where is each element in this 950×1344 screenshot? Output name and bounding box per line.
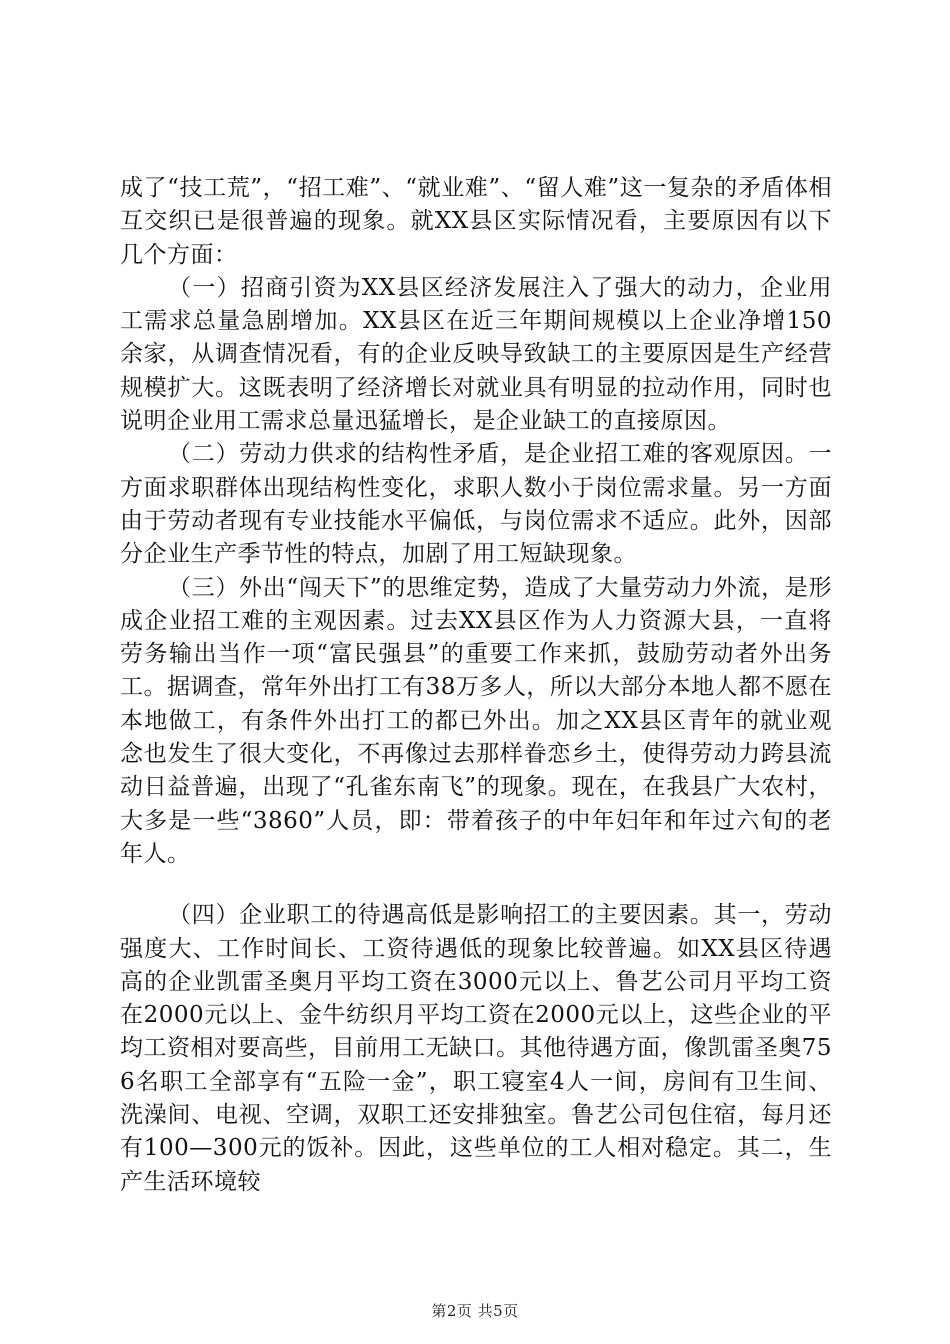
paragraph-continued: 成了“技工荒”，“招工难”、“就业难”、“留人难”这一复杂的矛盾体相互交织已是很普遍的现象。就XX县区实际情况看，主要原因有以下几个方面： xyxy=(120,175,832,268)
paragraph-reason-4: （四）企业职工的待遇高低是影响招工的主要因素。其一，劳动强度大、工作时间长、工资待遇低的现象比较普遍。如XX县区待遇高的企业凯雷圣奥月平均工资在3000元以上、鲁艺公司月平均工资在2000元以上、金牛纺织月平均工资在2000元以上，这些企业的平均工资相对要高些，目前用工无缺口。其他待遇方面，像凯雷圣奥756名职工全部享有“五险一金”，职工寝室4人一间，房间有卫生间、洗澡间、电视、空调，双职工还安排独室。鲁艺公司包住宿，每月还有100—300元的饭补。因此，这些单位的工人相对稳定。其二，生产生活环境较 xyxy=(120,902,832,1195)
paragraph-reason-2: （二）劳动力供求的结构性矛盾，是企业招工难的客观原因。一方面求职群体出现结构性变化，求职人数小于岗位需求量。另一方面由于劳动者现有专业技能水平偏低，与岗位需求不适应。此外，因部分企业生产季节性的特点，加剧了用工短缺现象。 xyxy=(120,441,832,568)
paragraph-reason-1: （一）招商引资为XX县区经济发展注入了强大的动力，企业用工需求总量急剧增加。XX县区在近三年期间规模以上企业净增150余家，从调查情况看，有的企业反映导致缺工的主要原因是生产经营规模扩大。这既表明了经济增长对就业具有明显的拉动作用，同时也说明企业用工需求总量迅猛增长，是企业缺工的直接原因。 xyxy=(120,274,832,435)
body-text xyxy=(120,172,832,1199)
paragraph-reason-3: （三）外出“闯天下”的思维定势，造成了大量劳动力外流，是形成企业招工难的主观因素。过去XX县区作为人力资源大县，一直将劳务输出当作一项“富民强县”的重要工作来抓，鼓励劳动者外出务工。据调查，常年外出打工有38万多人，所以大部分本地人都不愿在本地做工，有条件外出打工的都已外出。加之XX县区青年的就业观念也发生了很大变化，不再像过去那样眷恋乡土，使得劳动力跨县流动日益普遍，出现了“孔雀东南飞”的现象。现在，在我县广大农村，大多是一些“3860”人员，即：带着孩子的中年妇年和年过六旬的老年人。 xyxy=(120,574,832,867)
paragraph-spacer xyxy=(120,871,832,899)
page-number-footer: 第2页 共5页 xyxy=(431,1302,519,1320)
